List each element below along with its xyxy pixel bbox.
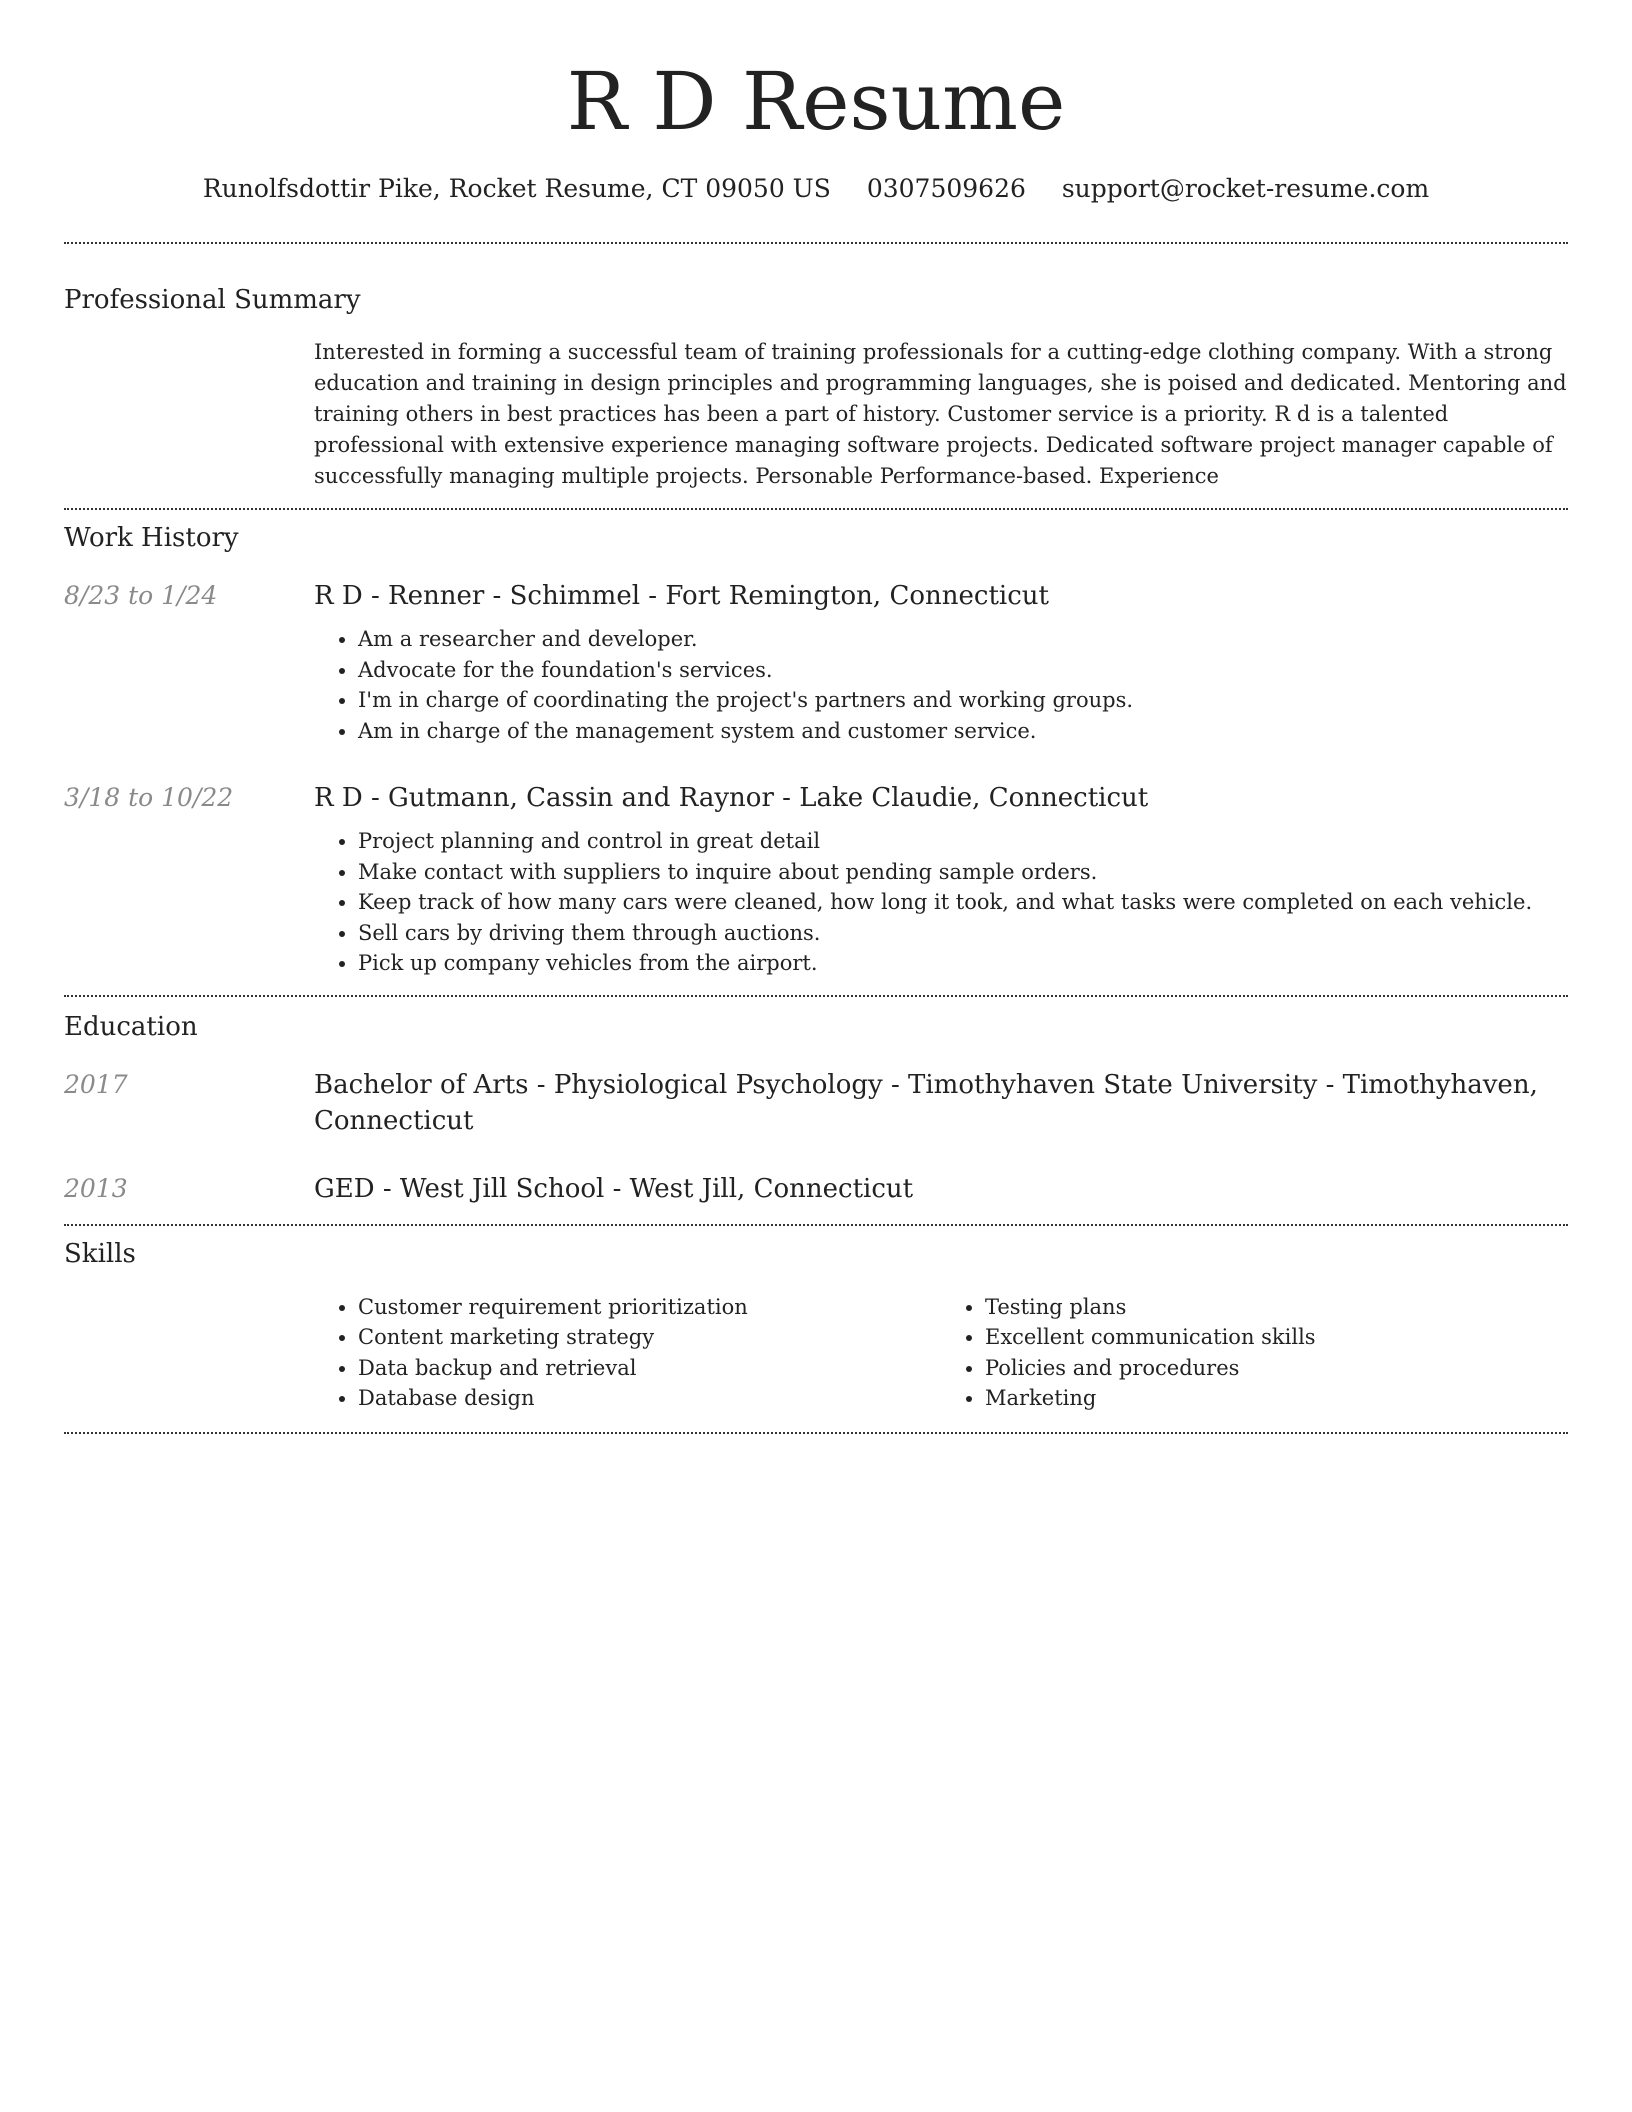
list-item: • Keep track of how many cars were cleaned, how long it took, and what tasks were completed on each vehicle. [358,887,1568,918]
section-title-skills: Skills [64,1238,136,1269]
work-history-section [64,510,1568,979]
contact-phone: 0307509626 [866,174,1026,203]
education-year: 2017 [64,1069,128,1099]
list-item: • Policies and procedures [985,1353,1568,1384]
job-dates: 8/23 to 1/24 [64,581,218,610]
list-item: • I'm in charge of coordinating the project's partners and working groups. [358,685,1568,716]
job-entry [64,780,1568,979]
divider [64,1432,1568,1434]
list-item: • Testing plans [985,1292,1568,1323]
job-dates: 3/18 to 10/22 [64,783,234,812]
education-section [64,997,1568,1207]
job-bullets [314,624,1568,746]
contact-email: support@rocket-resume.com [1061,174,1430,203]
resume-page [64,0,1568,1434]
job-heading: R D - Renner - Schimmel - Fort Remington, Connecticut [314,581,1049,611]
list-item: • Content marketing strategy [358,1322,941,1353]
skills-list-right [941,1292,1568,1414]
list-item: • Pick up company vehicles from the airport. [358,948,1568,979]
education-heading: Bachelor of Arts - Physiological Psychology - Timothyhaven State University - Timothyhaven, Connecticut [314,1069,1538,1136]
education-heading: GED - West Jill School - West Jill, Connecticut [314,1173,914,1204]
education-entry [64,1067,1568,1139]
education-year: 2013 [64,1173,128,1203]
skills-section [64,1226,1568,1414]
summary-text: Interested in forming a successful team of training professionals for a cutting-edge clothing company. With a strong education and training in design principles and programming languages, she is poised and dedicated. Mentoring and training others in best practices has been a part of history. Customer service is a priority. R d is a talented professional with extensive experience managing software projects. Dedicated software project manager capable of successfully managing multiple projects. Personable Performance-based. Experience [314,340,1567,488]
resume-name: R D Resume [566,55,1066,148]
section-title-education: Education [64,1011,198,1042]
list-item: • Project planning and control in great detail [358,826,1568,857]
list-item: • Data backup and retrieval [358,1353,941,1384]
skills-grid [314,1292,1568,1414]
list-item: • Marketing [985,1383,1568,1414]
summary-section [64,244,1568,492]
job-heading: R D - Gutmann, Cassin and Raynor - Lake Claudie, Connecticut [314,783,1149,813]
job-entry [64,578,1568,746]
list-item: • Database design [358,1383,941,1414]
list-item: • Am a researcher and developer. [358,624,1568,655]
contact-line [64,172,1568,206]
education-entry [64,1171,1568,1207]
list-item: • Sell cars by driving them through auctions. [358,918,1568,949]
list-item: • Excellent communication skills [985,1322,1568,1353]
skills-list-left [314,1292,941,1414]
job-bullets [314,826,1568,979]
section-title-work: Work History [64,523,239,553]
section-title-summary: Professional Summary [64,285,361,315]
list-item: • Make contact with suppliers to inquire about pending sample orders. [358,857,1568,888]
list-item: • Am in charge of the management system and customer service. [358,716,1568,747]
list-item: • Advocate for the foundation's services. [358,655,1568,686]
list-item: • Customer requirement prioritization [358,1292,941,1323]
contact-address: Runolfsdottir Pike, Rocket Resume, CT 09050 US [202,174,831,203]
